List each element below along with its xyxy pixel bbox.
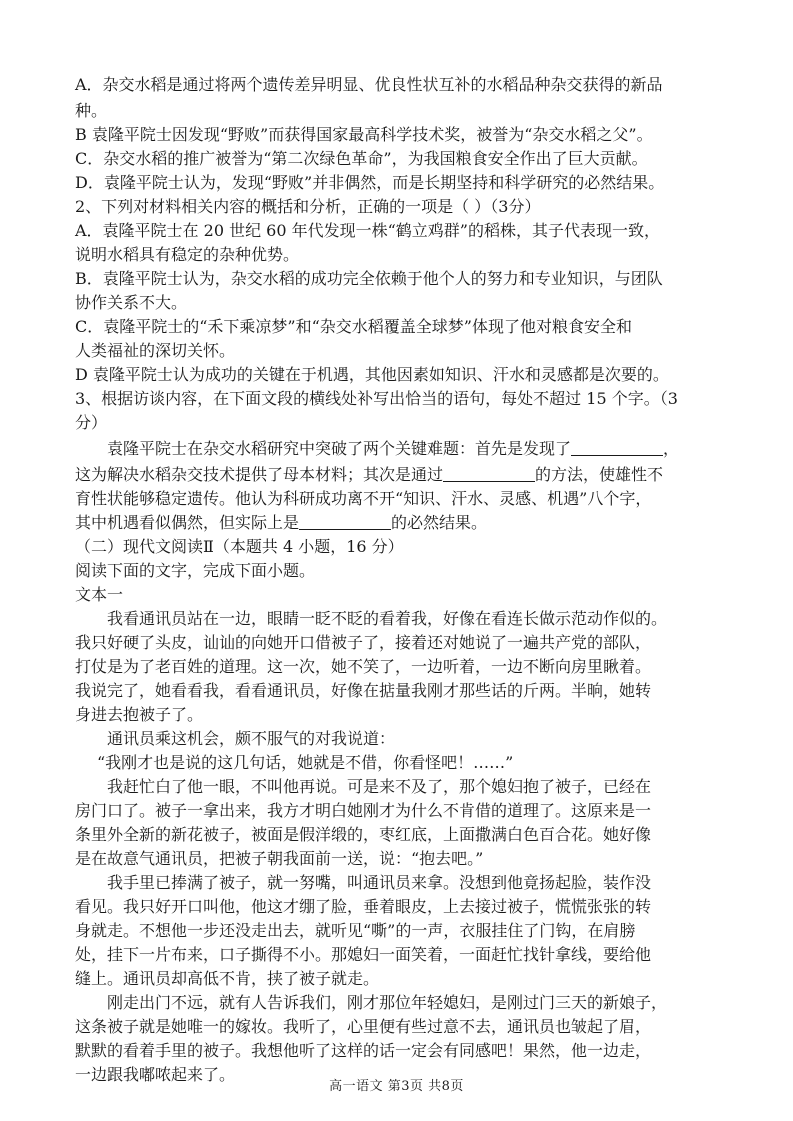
answer-blank-1[interactable] [571, 439, 663, 456]
section-title: （二）现代文阅读Ⅱ（本题共 4 小题，16 分） [75, 537, 404, 556]
q2-option-d: D 袁隆平院士认为成功的关键在于机遇，其他因素如知识、汗水和灵感都是次要的。 [75, 365, 669, 384]
passage-line: “我刚才也是说的这几句话，她就是不借，你看怪吧！……” [97, 753, 514, 772]
passage-line: 房门口了。被子一拿出来，我方才明白她刚才为什么不肯借的道理了。这原来是一 [75, 801, 652, 820]
passage-line: 通讯员乘这机会，颇不服气的对我说道： [107, 729, 396, 748]
passage-line: 我说完了，她看看我，看看通讯员，好像在掂量我刚才那些话的斤两。半晌，她转 [75, 681, 652, 700]
passage-line: 缝上。通讯员却高低不肯，挟了被子就走。 [75, 969, 380, 988]
q2-option-a-line2: 说明水稻具有稳定的杂种优势。 [75, 245, 300, 264]
q2-option-c-line1: C．袁隆平院士的“禾下乘凉梦”和“杂交水稻覆盖全球梦”体现了他对粮食安全和 [75, 317, 632, 336]
passage-line: 打仗是为了老百姓的道理。这一次，她不笑了，一边听着，一边不断向房里瞅着。 [75, 657, 652, 676]
q2-option-a-line1: A．袁隆平院士在 20 世纪 60 年代发现一株“鹤立鸡群”的稻株，其子代表现一致， [75, 221, 660, 240]
passage-line: 刚走出门不远，就有人告诉我们，刚才那位年轻媳妇，是刚过门三天的新娘子， [107, 993, 668, 1012]
passage-line: 处，挂下一片布来，口子撕得不小。那媳妇一面笑着，一面赶忙找针拿线，要给他 [75, 945, 652, 964]
q2-option-b-line1: B．袁隆平院士认为，杂交水稻的成功完全依赖于他个人的努力和专业知识，与团队 [75, 269, 663, 288]
question-3-stem: 3、根据访谈内容，在下面文段的横线处补写出恰当的语句，每处不超过 15 个字。（3 [75, 389, 678, 408]
q3-paragraph-line2: 这为解决水稻杂交技术提供了母本材料；其次是通过 的方法，使雄性不 [75, 465, 664, 484]
q3-paragraph-line3: 育性状能够稳定遗传。他认为科研成功离不开“知识、汗水、灵感、机遇”八个字， [75, 489, 652, 508]
q2-option-c-line2: 人类福祉的深切关怀。 [75, 341, 236, 360]
passage-line: 看见。我只好开口叫他，他这才绷了脸，垂着眼皮，上去接过被子，慌慌张张的转 [75, 897, 652, 916]
option-a-line2: 种。 [75, 101, 108, 120]
q2-option-b-line2: 协作关系不大。 [75, 293, 188, 312]
passage-line: 一边跟我嘟哝起来了。 [75, 1065, 236, 1084]
passage-line: 我看通讯员站在一边，眼睛一眨不眨的看着我，好像在看连长做示范动作似的。 [107, 609, 668, 628]
passage-line: 我手里已捧满了被子，就一努嘴，叫通讯员来拿。没想到他竟扬起脸，装作没 [107, 873, 652, 892]
passage-line: 这条被子就是她唯一的嫁妆。我听了，心里便有些过意不去，通讯员也皱起了眉， [75, 1017, 652, 1036]
passage-line: 我赶忙白了他一眼，不叫他再说。可是来不及了，那个媳妇抱了被子，已经在 [107, 777, 652, 796]
question-2-stem: 2、下列对材料相关内容的概括和分析，正确的一项是（ ）（3分） [75, 197, 541, 216]
passage-line: 我只好硬了头皮，讪讪的向她开口借被子了，接着还对她说了一遍共产党的部队， [75, 633, 652, 652]
passage-line: 身就走。不想他一步还没走出去，就听见“嘶”的一声，衣服挂住了门钩，在肩膀 [75, 921, 636, 940]
text-label: 文本一 [75, 585, 124, 604]
option-a-line1: A．杂交水稻是通过将两个遗传差异明显、优良性状互补的水稻品种杂交获得的新品 [75, 75, 663, 94]
passage-line: 默默的看着手里的被子。我想他听了这样的话一定会有同感吧！果然，他一边走， [75, 1041, 652, 1060]
passage-line: 是在故意气通讯员，把被子朝我面前一送，说：“抱去吧。” [75, 849, 484, 868]
passage-line: 条里外全新的新花被子，被面是假洋缎的，枣红底，上面撒满白色百合花。她好像 [75, 825, 652, 844]
option-c: C．杂交水稻的推广被誉为“第二次绿色革命”，为我国粮食安全作出了巨大贡献。 [75, 149, 648, 168]
answer-blank-3[interactable] [299, 513, 391, 530]
q3-paragraph-line1: 袁隆平院士在杂交水稻研究中突破了两个关键难题：首先是发现了 ， [107, 439, 680, 458]
option-d: D．袁隆平院士认为，发现“野败”并非偶然，而是长期坚持和科学研究的必然结果。 [75, 173, 665, 192]
question-3-stem-cont: 分） [75, 413, 108, 432]
page-footer: 高一语文 第3页 共8页 [329, 1079, 464, 1094]
option-b: B 袁隆平院士因发现“野败”而获得国家最高科学技术奖，被誉为“杂交水稻之父”。 [75, 125, 653, 144]
passage-line: 身进去抱被子了。 [75, 705, 204, 724]
q3-paragraph-line4: 其中机遇看似偶然，但实际上是 的必然结果。 [75, 513, 488, 532]
answer-blank-2[interactable] [443, 465, 535, 482]
section-instruction: 阅读下面的文字，完成下面小题。 [75, 561, 316, 580]
